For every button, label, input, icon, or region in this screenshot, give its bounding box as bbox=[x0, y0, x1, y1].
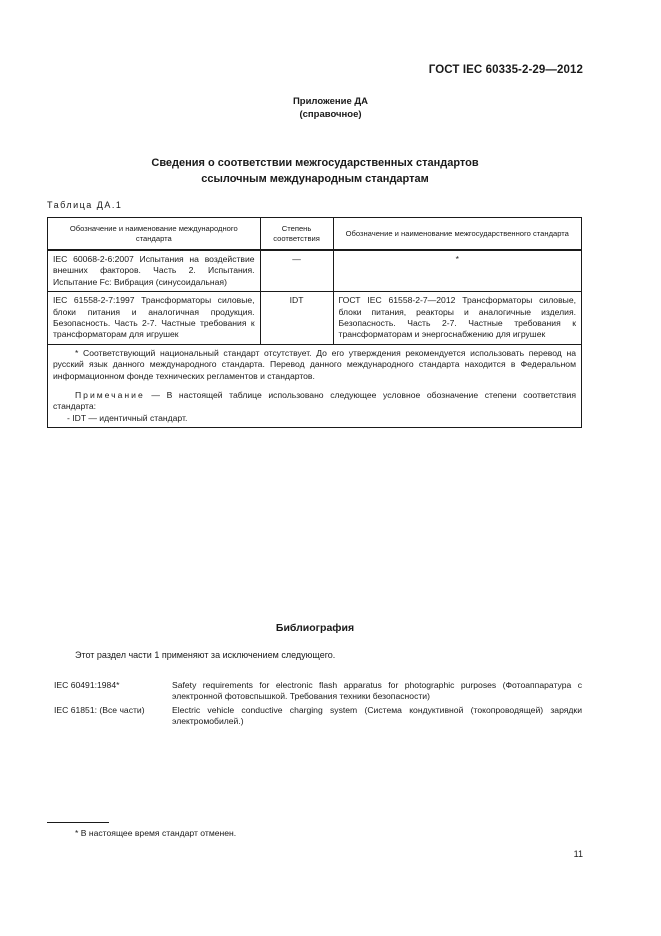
footnote-divider bbox=[47, 822, 109, 823]
header-national-standard: Обозначение и наименование межгосударственного стандарта bbox=[333, 218, 581, 251]
bibliography-entry bbox=[54, 705, 582, 728]
bibliography-ref: IEC 61851: (Все части) bbox=[54, 704, 145, 715]
table-header-row bbox=[48, 218, 582, 251]
document-code: ГОСТ IEC 60335-2-29—2012 bbox=[428, 64, 583, 76]
header-degree: Степень соответствия bbox=[260, 218, 333, 251]
cell-intl-standard: IEC 60068-2-6:2007 Испытания на воздействие внешних факторов. Часть 2. Испытания. Испытание Fc: Вибрация (синусоидальная) bbox=[48, 250, 261, 292]
cell-national-standard: ГОСТ IEC 61558-2-7—2012 Трансформаторы силовые, блоки питания, реакторы и аналогичные изделия. Безопасность. Часть 2-7. Частные требования к трансформаторам и энергоснабжению для игрушек bbox=[333, 292, 581, 345]
table-row bbox=[48, 292, 582, 345]
bibliography-entry bbox=[54, 680, 582, 703]
bibliography-desc: Electric vehicle conductive charging system (Система кондуктивной (токопроводящей) зарядки электромобилей.) bbox=[172, 704, 582, 727]
table-footnote-cell bbox=[48, 344, 582, 427]
table-footnote: * Соответствующий национальный стандарт отсутствует. До его утверждения рекомендуется использовать перевод на русский язык данного международного стандарта. Перевод данного международного стандарта находится в Федеральном информационном фонде технических регламентов и стандартов. bbox=[53, 347, 576, 381]
header-intl-standard: Обозначение и наименование международного стандарта bbox=[48, 218, 261, 251]
cell-national-standard: * bbox=[333, 250, 581, 292]
table-footnote-row bbox=[48, 344, 582, 427]
table-caption: Таблица ДА.1 bbox=[47, 200, 123, 210]
table-note bbox=[53, 390, 576, 413]
note-label: Примечание bbox=[75, 390, 145, 401]
bibliography-intro: Этот раздел части 1 применяют за исключением следующего. bbox=[75, 650, 336, 660]
note-text: — В настоящей таблице использовано следующее условное обозначение степени соответствия стандарта: bbox=[53, 390, 576, 412]
cell-degree: IDT bbox=[260, 292, 333, 345]
cell-degree: — bbox=[260, 250, 333, 292]
bibliography-ref: IEC 60491:1984* bbox=[54, 680, 120, 690]
appendix-title: Приложение ДА bbox=[292, 96, 369, 107]
bibliography-list bbox=[54, 680, 582, 730]
table-row bbox=[48, 250, 582, 292]
cell-intl-standard: IEC 61558-2-7:1997 Трансформаторы силовые, блоки питания и аналогичная продукция. Безопасность. Часть 2-7. Частные требования к трансформаторам для игрушек bbox=[48, 292, 261, 345]
page-footnote: * В настоящее время стандарт отменен. bbox=[75, 828, 237, 838]
page-number: 11 bbox=[573, 849, 583, 859]
section-title-line2: ссылочным международным стандартам bbox=[201, 173, 429, 185]
correspondence-table bbox=[47, 217, 582, 428]
section-title-line1: Сведения о соответствии межгосударственных стандартов bbox=[151, 157, 479, 169]
bibliography-title: Библиография bbox=[275, 622, 355, 634]
bibliography-desc: Safety requirements for electronic flash apparatus for photographic purposes (Фотоаппаратура с электронной фотовспышкой. Требования техники безопасности) bbox=[172, 680, 582, 702]
appendix-subtitle: (справочное) bbox=[299, 109, 362, 120]
note-item: - IDT — идентичный стандарт. bbox=[67, 412, 188, 423]
